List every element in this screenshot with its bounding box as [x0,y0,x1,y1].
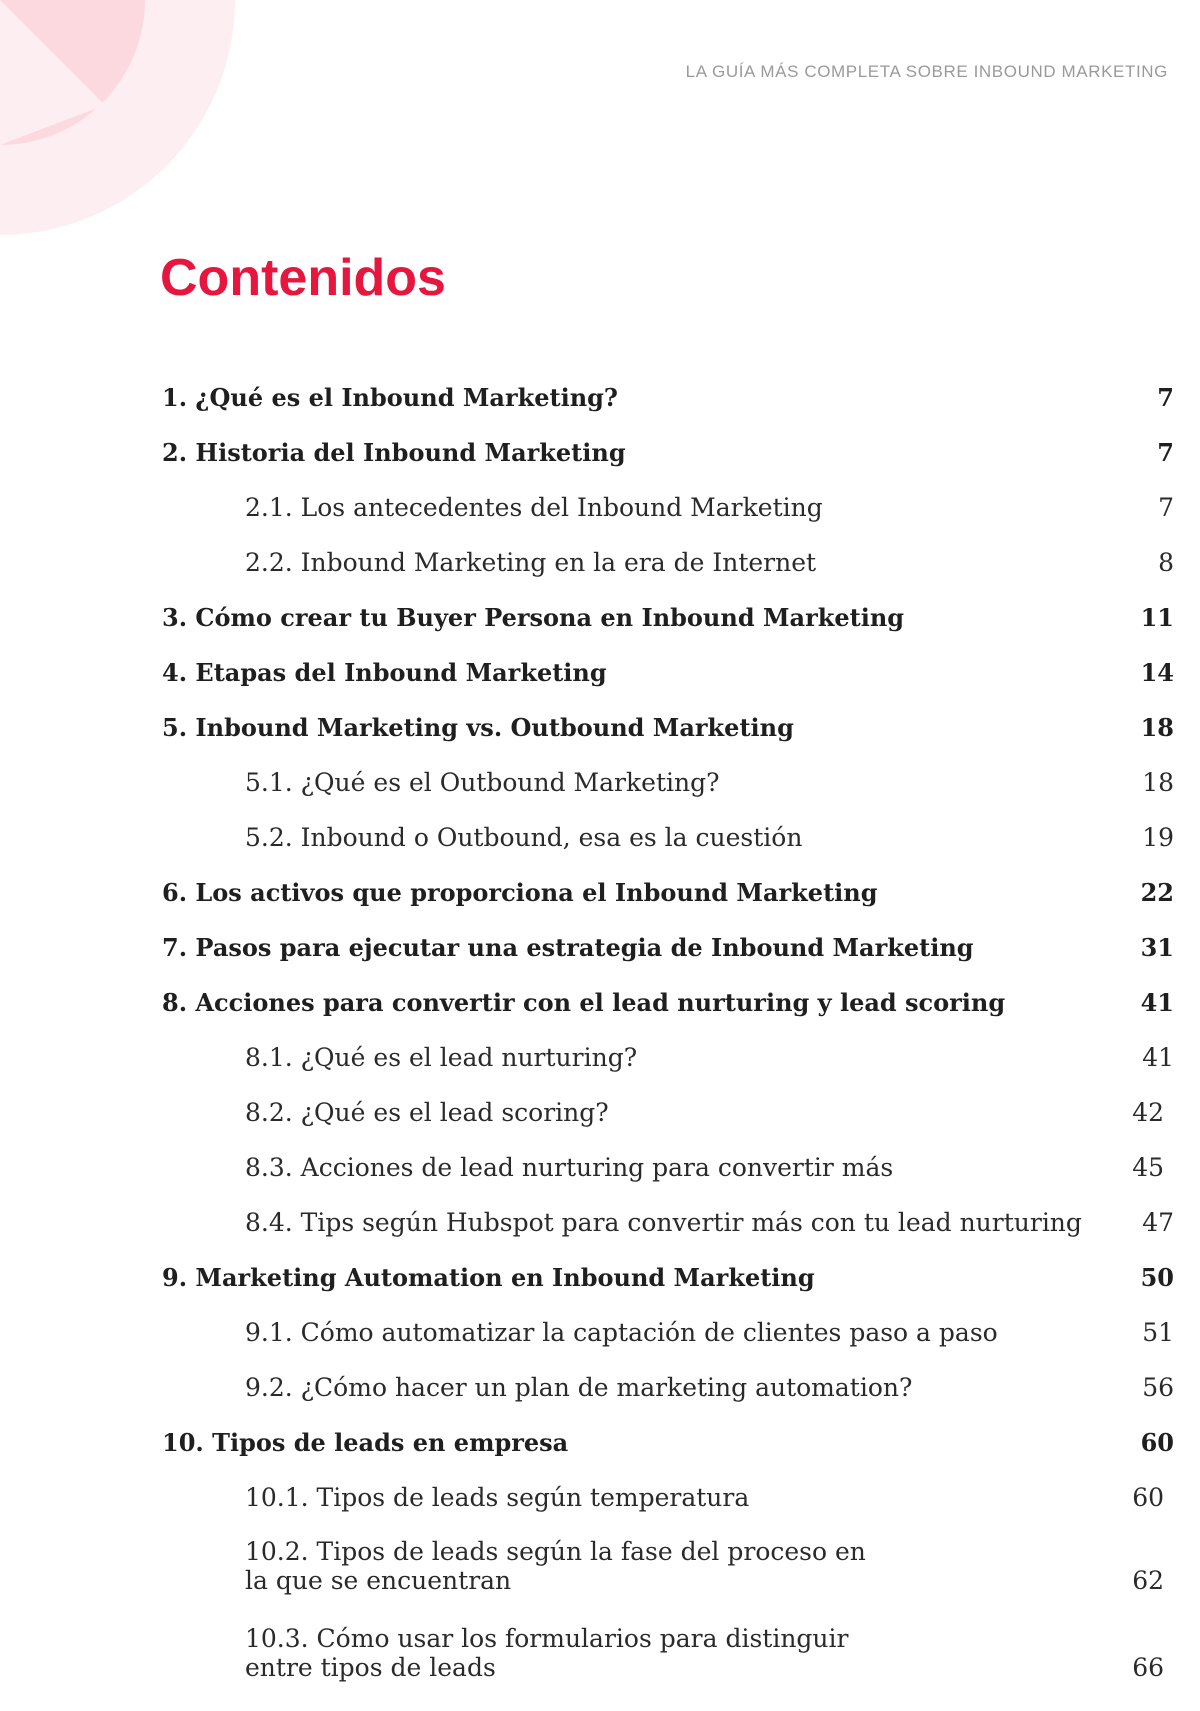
toc-entry-page: 51 [1142,1318,1174,1347]
toc-entry[interactable] [162,712,1174,767]
toc-entry-page: 60 [1132,1483,1164,1512]
toc-subentry[interactable] [162,1482,1174,1537]
toc-entry-label: 5.1. ¿Qué es el Outbound Marketing? [245,768,720,797]
toc-entry-label: 10.1. Tipos de leads según temperatura [245,1483,750,1512]
toc-entry-label: 8.3. Acciones de lead nurturing para convertir más [245,1153,894,1182]
toc-entry[interactable] [162,1427,1174,1482]
toc-entry-label: 7. Pasos para ejecutar una estrategia de Inbound Marketing [162,933,974,962]
toc-entry-page: 45 [1132,1153,1164,1182]
toc-entry-page: 50 [1140,1263,1174,1292]
toc-entry-label: 5.2. Inbound o Outbound, esa es la cuestión [245,823,803,852]
toc-entry[interactable] [162,382,1174,437]
toc-entry-label: 10.3. Cómo usar los formularios para distinguir entre tipos de leads [245,1624,849,1682]
toc-entry-page: 7 [1158,493,1174,522]
toc-entry-page: 42 [1132,1098,1164,1127]
toc-subentry[interactable] [162,767,1174,822]
toc-entry-label: 8. Acciones para convertir con el lead nurturing y lead scoring [162,988,1006,1017]
toc-entry[interactable] [162,437,1174,492]
toc-subentry[interactable] [162,1207,1174,1262]
toc-subentry[interactable] [162,1537,1174,1624]
toc-entry-page: 41 [1142,1043,1174,1072]
toc-entry-page: 14 [1140,658,1174,687]
toc-entry-page: 31 [1140,933,1174,962]
toc-entry-page: 56 [1142,1373,1174,1402]
toc-entry-page: 66 [1132,1653,1164,1682]
toc-entry-page: 60 [1140,1428,1174,1457]
toc-entry-label: 2. Historia del Inbound Marketing [162,438,626,467]
toc-subentry[interactable] [162,822,1174,877]
toc-entry-label: 8.2. ¿Qué es el lead scoring? [245,1098,609,1127]
toc-entry-page: 47 [1142,1208,1174,1237]
toc-entry-label: 8.4. Tips según Hubspot para convertir más con tu lead nurturing [245,1208,1082,1237]
toc-entry-page: 22 [1140,878,1174,907]
toc-subentry[interactable] [162,1624,1174,1711]
toc-subentry[interactable] [162,547,1174,602]
toc-subentry[interactable] [162,1097,1174,1152]
toc-subentry[interactable] [162,1372,1174,1427]
toc-entry-page: 18 [1140,713,1174,742]
toc-entry-label: 10.2. Tipos de leads según la fase del proceso en la que se encuentran [245,1537,866,1595]
toc-entry-label: 8.1. ¿Qué es el lead nurturing? [245,1043,638,1072]
toc-entry-page: 7 [1157,438,1174,467]
toc-entry-page: 7 [1157,383,1174,412]
running-header: LA GUÍA MÁS COMPLETA SOBRE INBOUND MARKETING [685,62,1168,81]
toc-entry[interactable] [162,602,1174,657]
toc-entry-page: 18 [1142,768,1174,797]
corner-decoration [0,0,240,240]
toc-entry-label: 3. Cómo crear tu Buyer Persona en Inbound Marketing [162,603,905,632]
corner-circle-graphic [0,0,240,240]
toc-entry-page: 8 [1158,548,1174,577]
toc-subentry[interactable] [162,1152,1174,1207]
toc-entry-page: 11 [1140,603,1174,632]
toc-entry[interactable] [162,932,1174,987]
table-of-contents [162,382,1174,1711]
toc-entry[interactable] [162,1262,1174,1317]
toc-entry-label: 10. Tipos de leads en empresa [162,1428,569,1457]
toc-entry-label: 4. Etapas del Inbound Marketing [162,658,607,687]
toc-entry-page: 19 [1142,823,1174,852]
toc-subentry[interactable] [162,1317,1174,1372]
toc-entry-label: 2.2. Inbound Marketing en la era de Internet [245,548,817,577]
page-title: Contenidos [160,249,446,307]
toc-entry-page: 62 [1132,1566,1164,1595]
toc-entry-page: 41 [1140,988,1174,1017]
toc-entry-label: 1. ¿Qué es el Inbound Marketing? [162,383,618,412]
toc-entry-label: 5. Inbound Marketing vs. Outbound Marketing [162,713,794,742]
toc-entry-label: 9. Marketing Automation en Inbound Marketing [162,1263,815,1292]
toc-entry-label: 6. Los activos que proporciona el Inbound Marketing [162,878,878,907]
toc-subentry[interactable] [162,492,1174,547]
toc-subentry[interactable] [162,1042,1174,1097]
toc-entry-label: 2.1. Los antecedentes del Inbound Marketing [245,493,823,522]
toc-entry-label: 9.2. ¿Cómo hacer un plan de marketing automation? [245,1373,913,1402]
toc-entry[interactable] [162,877,1174,932]
toc-entry[interactable] [162,657,1174,712]
toc-entry[interactable] [162,987,1174,1042]
toc-entry-label: 9.1. Cómo automatizar la captación de clientes paso a paso [245,1318,998,1347]
